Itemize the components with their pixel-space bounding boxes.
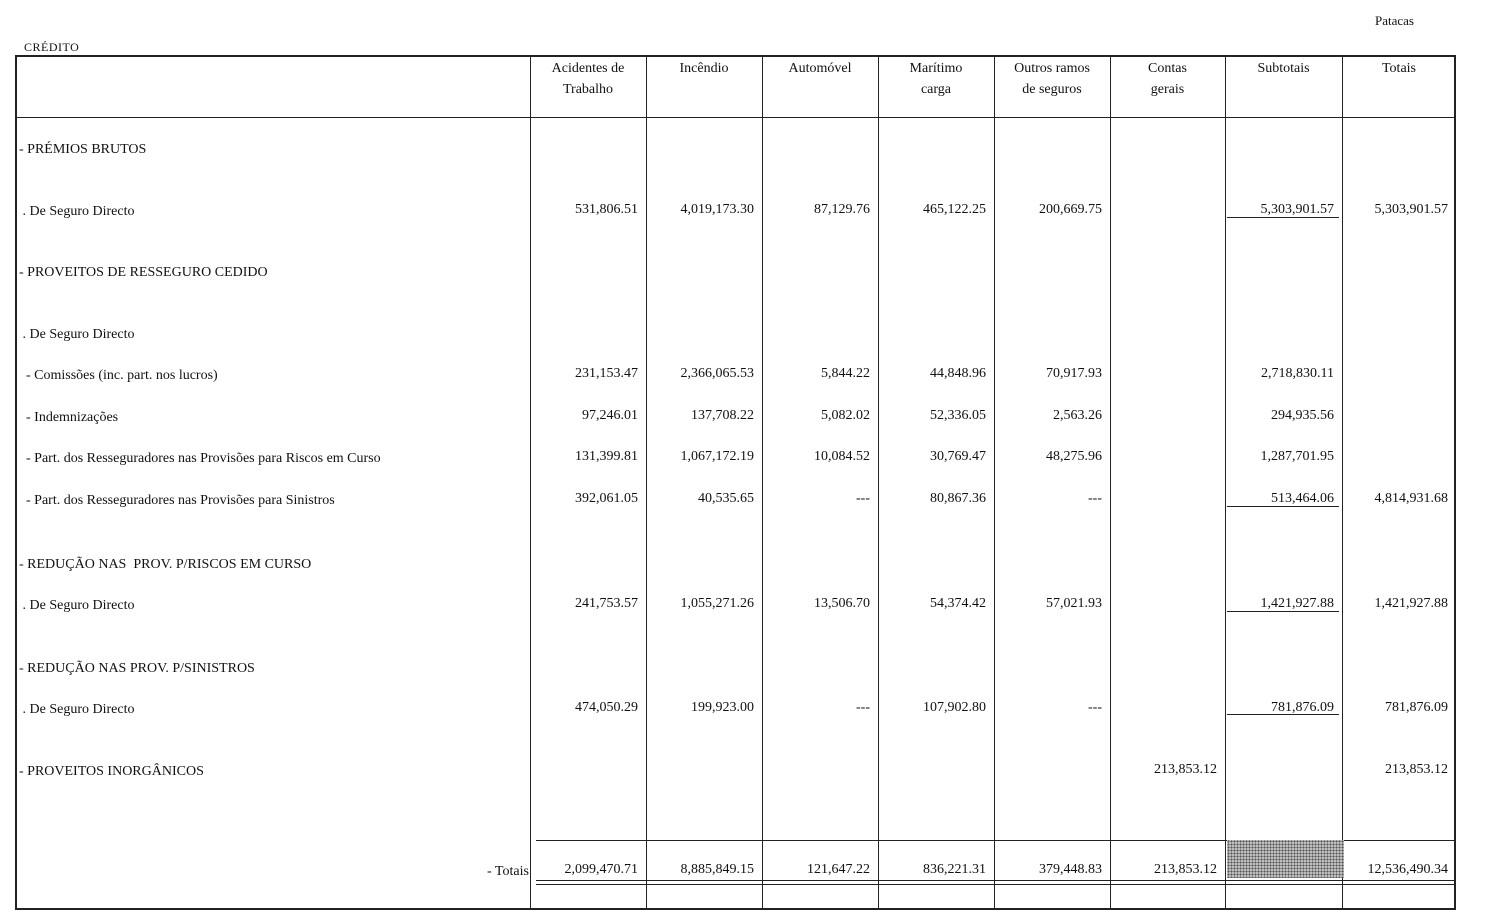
cell-value: 5,303,901.57 (1374, 202, 1448, 217)
row-label: - REDUÇÃO NAS PROV. P/RISCOS EM CURSO (19, 557, 312, 572)
cell-value: 1,055,271.26 (680, 596, 754, 611)
cell-value: 1,421,927.88 (1260, 596, 1334, 611)
subtotal-underline (1227, 217, 1339, 218)
cell-value: 70,917.93 (1046, 366, 1102, 381)
row-label: - Comissões (inc. part. nos lucros) (19, 368, 218, 383)
cell-value: --- (1088, 700, 1102, 715)
cell-value: 54,374.42 (930, 596, 986, 611)
cell-value: 1,067,172.19 (680, 449, 754, 464)
cell-value: 2,718,830.11 (1261, 366, 1334, 381)
totals-value: 213,853.12 (1154, 862, 1217, 877)
totals-double-rule (536, 884, 1456, 885)
column-header: Subtotais (1257, 61, 1310, 76)
cell-value: 1,421,927.88 (1374, 596, 1448, 611)
cell-value: 2,366,065.53 (680, 366, 754, 381)
cell-value: 80,867.36 (930, 491, 986, 506)
subtotal-underline (1227, 506, 1339, 507)
totals-value: 8,885,849.15 (680, 862, 754, 877)
currency-label: Patacas (1375, 13, 1414, 28)
column-header: Contas gerais (1148, 61, 1187, 97)
column-header: Incêndio (679, 61, 729, 76)
row-label: - REDUÇÃO NAS PROV. P/SINISTROS (19, 661, 255, 676)
cell-value: 107,902.80 (923, 700, 986, 715)
column-divider (878, 55, 879, 910)
column-header: Marítimo carga (909, 61, 963, 97)
cell-value: 4,814,931.68 (1374, 491, 1448, 506)
cell-value: 513,464.06 (1271, 491, 1334, 506)
row-label: - Part. dos Resseguradores nas Provisões para Riscos em Curso (19, 451, 381, 466)
cell-value: 781,876.09 (1385, 700, 1448, 715)
row-label: . De Seguro Directo (19, 702, 135, 717)
cell-value: 474,050.29 (575, 700, 638, 715)
column-header: Outros ramos de seguros (1014, 61, 1090, 97)
cell-value: --- (1088, 491, 1102, 506)
column-divider (1225, 55, 1226, 910)
cell-value: 231,153.47 (575, 366, 638, 381)
cell-value: 213,853.12 (1385, 762, 1448, 777)
cell-value: 5,844.22 (821, 366, 870, 381)
cell-value: 131,399.81 (575, 449, 638, 464)
row-label: - PROVEITOS INORGÂNICOS (19, 764, 204, 779)
row-label: . De Seguro Directo (19, 598, 135, 613)
column-divider (530, 55, 531, 910)
cell-value: 44,848.96 (930, 366, 986, 381)
totals-bottom-rule (536, 880, 1456, 881)
totals-label: - Totais (487, 864, 529, 879)
table-frame (15, 55, 1456, 910)
totals-value: 379,448.83 (1039, 862, 1102, 877)
totals-value: 2,099,470.71 (564, 862, 638, 877)
cell-value: 13,506.70 (814, 596, 870, 611)
row-label: - PRÉMIOS BRUTOS (19, 142, 147, 157)
row-label: . De Seguro Directo (19, 204, 135, 219)
column-divider (762, 55, 763, 910)
cell-value: 392,061.05 (575, 491, 638, 506)
column-divider (646, 55, 647, 910)
cell-value: 200,669.75 (1039, 202, 1102, 217)
row-label: - Indemnizações (19, 410, 119, 425)
cell-value: 199,923.00 (691, 700, 754, 715)
row-label: . De Seguro Directo (19, 327, 135, 342)
cell-value: 465,122.25 (923, 202, 986, 217)
row-label: - Part. dos Resseguradores nas Provisões para Sinistros (19, 493, 335, 508)
cell-value: 97,246.01 (582, 408, 638, 423)
column-divider (994, 55, 995, 910)
subtotal-underline (1227, 611, 1339, 612)
cell-value: 10,084.52 (814, 449, 870, 464)
cell-value: 137,708.22 (691, 408, 754, 423)
totals-value: 12,536,490.34 (1367, 862, 1448, 877)
column-header: Totais (1381, 61, 1416, 76)
cell-value: 294,935.56 (1271, 408, 1334, 423)
cell-value: 2,563.26 (1053, 408, 1102, 423)
column-divider (1110, 55, 1111, 910)
cell-value: 5,303,901.57 (1260, 202, 1334, 217)
cell-value: 241,753.57 (575, 596, 638, 611)
subtotal-shaded-cell (1227, 840, 1344, 878)
cell-value: --- (856, 491, 870, 506)
header-divider (15, 117, 1456, 118)
column-header: Automóvel (788, 61, 852, 76)
cell-value: --- (856, 700, 870, 715)
cell-value: 531,806.51 (575, 202, 638, 217)
cell-value: 40,535.65 (698, 491, 754, 506)
cell-value: 30,769.47 (930, 449, 986, 464)
cell-value: 781,876.09 (1271, 700, 1334, 715)
cell-value: 213,853.12 (1154, 762, 1217, 777)
totals-value: 836,221.31 (923, 862, 986, 877)
totals-value: 121,647.22 (807, 862, 870, 877)
cell-value: 5,082.02 (821, 408, 870, 423)
cell-value: 87,129.76 (814, 202, 870, 217)
cell-value: 57,021.93 (1046, 596, 1102, 611)
subtotal-underline (1227, 714, 1339, 715)
cell-value: 48,275.96 (1046, 449, 1102, 464)
section-label: CRÉDITO (24, 40, 80, 54)
column-header: Acidentes de Trabalho (551, 61, 625, 97)
cell-value: 4,019,173.30 (680, 202, 754, 217)
cell-value: 1,287,701.95 (1260, 449, 1334, 464)
column-divider (1342, 55, 1343, 910)
row-label: - PROVEITOS DE RESSEGURO CEDIDO (19, 265, 268, 280)
cell-value: 52,336.05 (930, 408, 986, 423)
